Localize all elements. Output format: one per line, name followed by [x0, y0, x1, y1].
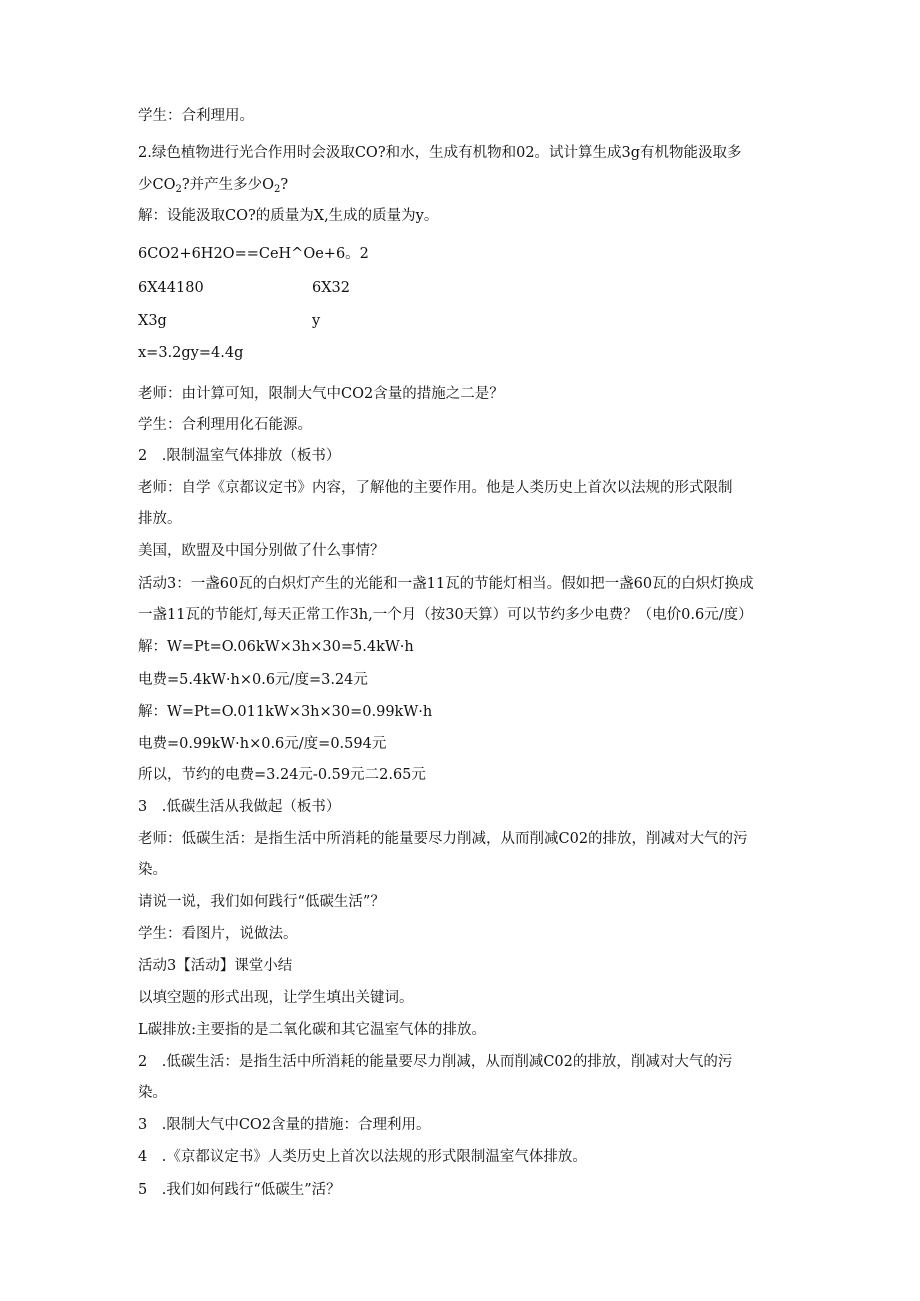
cost-line-2: 电费=0.99kW·h×0.6元/度=0.594元 — [138, 736, 387, 752]
equation-values-left: X3g — [138, 313, 167, 329]
student-answer-line: 学生：合利理用化石能源。 — [138, 417, 312, 433]
equation-ratio-left: 6X44180 — [138, 280, 204, 296]
section-heading-2: 2 .限制温室气体排放（板书） — [138, 448, 341, 464]
equation-ratio-right: 6X32 — [312, 280, 350, 296]
equation-values-right: y — [312, 313, 321, 329]
section-heading-3: 3 .低碳生活从我做起（板书） — [138, 799, 341, 815]
student-practice-line: 学生：看图片，说做法。 — [138, 926, 298, 942]
summary-item-2-line-2: 染。 — [138, 1085, 167, 1101]
summary-item-5: 5 .我们如何践行“低碳生”活？ — [138, 1182, 341, 1198]
teacher-kyoto-line-2: 排放。 — [138, 511, 182, 527]
summary-item-3: 3 .限制大气中CO2含量的措施：合理利用。 — [138, 1117, 431, 1133]
student-reply-line: 学生：合利理用。 — [138, 108, 254, 124]
discussion-prompt-line: 请说一说，我们如何践行“低碳生活”？ — [138, 894, 385, 910]
problem-2-line-2: 少$CO_2$?并产生多少$O_2$? — [138, 177, 289, 195]
activity-3-line-2: 一盏11瓦的节能灯,每天正常工作3h,一个月（按30天算）可以节约多少电费？（电价0.6元/度） — [138, 607, 753, 623]
equation-values-row — [138, 311, 167, 331]
savings-line: 所以，节约的电费=3.24元-0.59元二2.65元 — [138, 767, 426, 783]
solution-line-2: 解：W=Pt=O.011kW×3h×30=0.99kW·h — [138, 704, 433, 720]
activity-3-line-1: 活动3：一盏60瓦的白炽灯产生的光能和一盏11瓦的节能灯相当。假如把一盏60瓦的白炽灯换成 — [138, 576, 754, 592]
cost-line-1: 电费=5.4kW·h×0.6元/度=3.24元 — [138, 672, 368, 688]
summary-intro-line: 以填空题的形式出现，让学生填出关键词。 — [138, 990, 414, 1006]
teacher-kyoto-line-1: 老师：自学《京都议定书》内容，了解他的主要作用。他是人类历史上首次以法规的形式限制 — [138, 480, 733, 496]
teacher-lowcarbon-line-2: 染。 — [138, 862, 167, 878]
summary-item-1: L碳排放:主要指的是二氧化碳和其它温室气体的排放。 — [138, 1022, 487, 1038]
activity-summary-heading: 活动3【活动】课堂小结 — [138, 958, 293, 974]
teacher-question-line: 老师：由计算可知，限制大气中CO2含量的措施之二是？ — [138, 386, 504, 402]
equation-result-line: x=3.2gy=4.4g — [138, 345, 244, 361]
problem-2-line-1: 2.绿色植物进行光合作用时会汲取CO?和水，生成有机物和02。试计算生成3g有机物能汲取多 — [138, 145, 742, 161]
solution-setup-line: 解：设能汲取CO?的质量为X,生成的质量为y。 — [138, 208, 439, 224]
chemical-equation-line: 6CO2+6H2O==CeH^Oe+6。2 — [138, 246, 369, 262]
solution-line-1: 解：W=Pt=O.06kW×3h×30=5.4kW·h — [138, 639, 414, 655]
summary-item-4: 4 .《京都议定书》人类历史上首次以法规的形式限制温室气体排放。 — [138, 1149, 587, 1165]
teacher-lowcarbon-line-1: 老师：低碳生活：是指生活中所消耗的能量要尽力削减，从而削减C02的排放，削减对大气的污 — [138, 831, 748, 847]
summary-item-2-line-1: 2 .低碳生活：是指生活中所消耗的能量要尽力削减，从而削减C02的排放，削减对大气的污 — [138, 1054, 733, 1070]
equation-ratio-row — [138, 278, 204, 298]
question-line: 美国，欧盟及中国分别做了什么事情？ — [138, 543, 385, 559]
